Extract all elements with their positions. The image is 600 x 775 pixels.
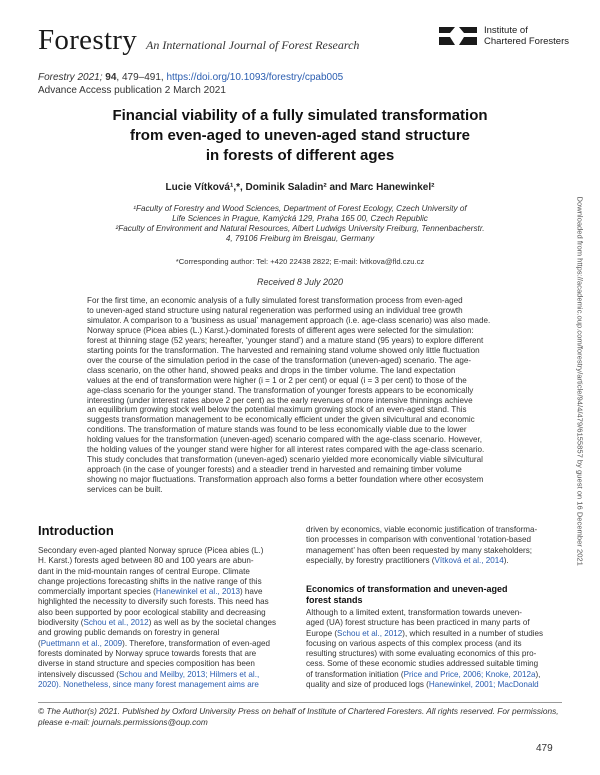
- subsection-heading: Economics of transformation and uneven-aged forest stands: [306, 584, 508, 605]
- affiliation-1-line2: Life Sciences in Prague, Kamýcká 129, Praha 165 00, Czech Republic: [172, 214, 428, 223]
- logo-text-line2: Chartered Foresters: [484, 36, 570, 47]
- abstract-line: holding values for the transformation (uneven-aged) scenario compared with the age-class scenario. However,: [87, 435, 483, 445]
- text-line: Although to a limited extent, transformation towards uneven-: [306, 608, 522, 617]
- text-line: of transformation initiation (Price and Price, 2006; Knoke, 2012a),: [306, 669, 541, 679]
- text-line: especially, by forestry practitioners (Vítková et al., 2014).: [306, 555, 509, 565]
- journal-subtitle: An International Journal of Forest Research: [146, 38, 360, 52]
- text-line: diverse in stand structure and species composition has been: [38, 659, 255, 669]
- text-line: quality and size of produced logs (Hanewinkel, 2001; MacDonald: [306, 680, 539, 690]
- abstract-line: the holding values of the younger stand were higher for all interest rates compared with the age-class scenario.: [87, 445, 485, 455]
- text-line: Secondary even-aged planted Norway spruce (Picea abies (L.): [38, 546, 264, 555]
- citation-link[interactable]: Hanewinkel, 2001; MacDonald: [428, 680, 539, 690]
- citation-link[interactable]: Price and Price, 2006; Knoke, 2012a: [403, 669, 536, 679]
- text-line: intensively discussed (Schou and Meilby, 2013; Hilmers et al.,: [38, 669, 260, 679]
- journal-name: Forestry: [38, 24, 138, 56]
- text-line: dant in the mid-mountain ranges of central Europe. Climate: [38, 566, 250, 576]
- text-line: (Puettmann et al., 2009). Therefore, transformation of even-aged: [38, 638, 271, 648]
- text-line: management’ has often been requested by many stakeholders;: [306, 545, 533, 555]
- abstract-line: age-class scenario for the younger stand. The transformation of younger forests appears to be economically: [87, 385, 474, 395]
- icf-logo-icon: [437, 25, 479, 47]
- text-line: also been supported by poor ecological stability and decreasing: [38, 607, 266, 617]
- text-line: resulting structures) with some evaluating economics of this pro-: [306, 649, 537, 659]
- citation-link[interactable]: Puettmann et al., 2009: [40, 638, 123, 648]
- abstract-line: to uneven-aged stand structure using natural regeneration was performed using an individual tree growth: [87, 305, 463, 315]
- text-line: cess. Some of these economic studies addressed suitable timing: [306, 659, 539, 669]
- abstract-line: values at the end of transformation were higher (i = 1 or 2 per cent) or equal (i = 3 per cent) to those of the: [87, 375, 467, 385]
- citation-pages: , 479–491,: [116, 72, 167, 83]
- intro-column-right-top: [306, 525, 561, 566]
- abstract-line: starting points for the transformation. The harvested and remaining stand volume showed only little fluctuation: [87, 345, 480, 355]
- advance-access: Advance Access publication 2 March 2021: [38, 85, 226, 96]
- footer-divider: [38, 702, 562, 703]
- text-line: 2020). Nonetheless, since many forest management aims are: [38, 679, 259, 689]
- abstract-line: forest at thinning stage (52 years; hereafter, ‘younger stand’) and a mature stand (95 years) to explore different: [87, 335, 484, 345]
- text-line: H. Karst.) forests aged between 80 and 100 years are abun-: [38, 556, 254, 566]
- abstract-line: showing no major fluctuations. Transformation approach also forms a better foundation where other ecosystem: [87, 475, 484, 485]
- text-line: Europe (Schou et al., 2012), which resulted in a number of studies: [306, 628, 544, 638]
- text-line: focusing on various aspects of this complex process (and its: [306, 638, 522, 648]
- text-line: highlighted the necessity to diversify such forests. This need has: [38, 597, 269, 607]
- doi-link[interactable]: https://doi.org/10.1093/forestry/cpab005: [166, 72, 344, 83]
- article-title-line1: Financial viability of a fully simulated transformation: [112, 107, 488, 124]
- abstract-line: Norway spruce (Picea abies (L.) Karst.)-dominated forests of different ages were selected for the simulation:: [87, 325, 474, 335]
- intro-column-right-bottom: [306, 608, 561, 690]
- download-notice: Downloaded from https://academic.oup.com/forestry/article/94/4/479/6155857 by guest on 16 December 2021: [575, 196, 585, 566]
- corresponding-author: *Corresponding author: Tel: +420 22438 2822; E-mail: lvitkova@fld.czu.cz: [175, 257, 425, 266]
- abstract-line: conditions. The transformation of mature stands was found to be less economically viable due to the lower: [87, 425, 467, 435]
- section-heading-introduction: Introduction: [38, 523, 114, 538]
- abstract-line: over the course of the simulation period in the case of the transformation (uneven-aged) scenario. The age-: [87, 355, 472, 365]
- download-sidebar: [572, 196, 588, 600]
- page-number: 479: [536, 743, 553, 754]
- text-line: biodiversity (Schou et al., 2012) as well as by the societal changes: [38, 618, 277, 628]
- citation-link[interactable]: Hanewinkel et al., 2013: [155, 587, 240, 597]
- abstract-line: an equilibrium growing stock well below the potential maximum growing stock of an even-aged stand. This: [87, 405, 467, 415]
- text-line: tion processes in comparison with conventional ‘rotation-based: [306, 535, 531, 545]
- citation-link[interactable]: Schou and Meilby, 2013; Hilmers et al.,: [118, 669, 260, 679]
- citation: [38, 72, 343, 83]
- citation-link[interactable]: Schou et al., 2012: [83, 618, 149, 628]
- abstract-line: approach (in the case of younger forests) and a steadier trend in harvested and remaining timber volume: [87, 465, 462, 475]
- authors: Lucie Vítková¹,*, Dominik Saladin² and Marc Hanewinkel²: [165, 182, 435, 193]
- article-title-line3: in forests of different ages: [205, 147, 395, 164]
- citation-link[interactable]: Schou et al., 2012: [337, 628, 403, 638]
- affiliation-2-line1: ²Faculty of Environment and Natural Resources, Albert Ludwigs University Freiburg, Tennenbacherstr.: [115, 224, 485, 233]
- received-date: Received 8 July 2020: [256, 277, 344, 287]
- text-line: change projections forecasting shifts in the native range of this: [38, 576, 262, 586]
- abstract-line: simulator. A comparison to a ‘business as usual’ management approach (i.e. age-class scenario) was also made.: [87, 315, 491, 325]
- abstract-line: For the first time, an economic analysis of a fully simulated forest transformation process from even-aged: [87, 296, 463, 305]
- abstract-line: This study concludes that transformation (uneven-aged) scenario yielded more economically viable silvicultural: [87, 455, 483, 465]
- text-line: commercially important species (Hanewinkel et al., 2013) have: [38, 587, 263, 597]
- text-line: forests dominated by Norway spruce towards forests that are: [38, 648, 257, 658]
- citation-link[interactable]: Vítková et al., 2014: [434, 555, 504, 565]
- copyright: © The Author(s) 2021. Published by Oxford University Press on behalf of Institute of Chartered Foresters. All rights reserved. For permissions, please e-mail: journals.permissions@oup.com: [38, 706, 559, 727]
- text-line: aged (UA) forest structure has been practiced in many parts of: [306, 618, 530, 628]
- affiliation-2-line2: 4, 79106 Freiburg im Breisgau, Germany: [225, 234, 375, 243]
- text-line: and growing public demands on forestry in general: [38, 628, 220, 638]
- logo-text-line1: Institute of: [484, 25, 528, 36]
- affiliation-1-line1: ¹Faculty of Forestry and Wood Sciences, Department of Forest Ecology, Czech University of: [133, 204, 467, 213]
- citation-volume: 94: [105, 72, 117, 83]
- abstract-line: interesting (under interest rates above 2 per cent) as the early revenues of more intensive thinnings achieve: [87, 395, 473, 405]
- abstract-line: services can be built.: [87, 485, 163, 495]
- text-line: driven by economics, viable economic justification of transforma-: [306, 525, 538, 534]
- citation-prefix: Forestry 2021;: [38, 72, 106, 83]
- abstract: [87, 296, 515, 495]
- intro-column-left: [38, 546, 293, 690]
- abstract-line: suggests transformation management to be economically efficient under the given silvicultural and economic: [87, 415, 475, 425]
- abstract-line: class scenario, on the other hand, showed peaks and drops in the timber volume. The land expectation: [87, 365, 456, 375]
- article-title-line2: from even-aged to uneven-aged stand structure: [129, 127, 471, 144]
